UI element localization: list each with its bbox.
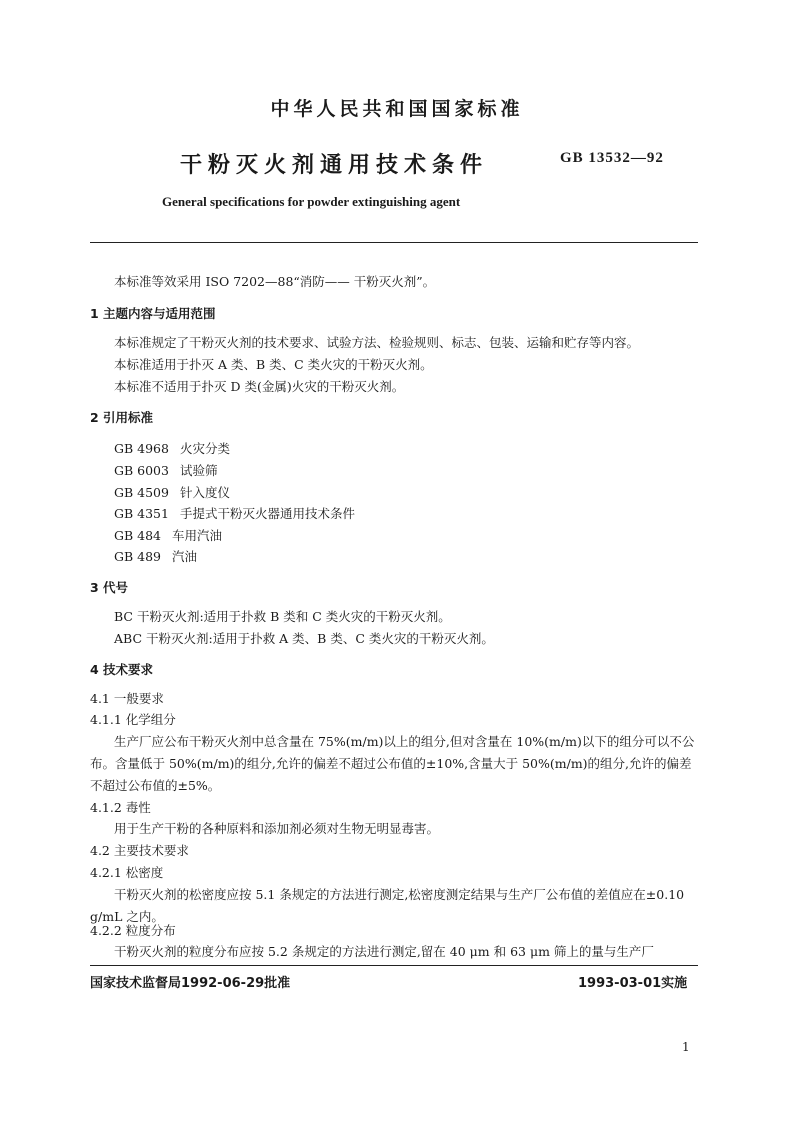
reference-item — [114, 546, 197, 568]
standard-code-text: GB 13532—92 — [560, 150, 664, 166]
section-3-line: BC 干粉灭火剂:适用于扑救 B 类和 C 类火灾的干粉灭火剂。 — [114, 609, 451, 624]
reference-code: GB 484 — [114, 528, 162, 543]
reference-title: 汽油 — [172, 549, 198, 564]
footer-divider — [90, 965, 698, 966]
section-1-line: 本标准规定了干粉灭火剂的技术要求、试验方法、检验规则、标志、包装、运输和贮存等内容。 — [114, 335, 640, 350]
reference-item — [114, 460, 218, 482]
subsection-4-1-2: 4.1.2 毒性 — [90, 800, 151, 815]
reference-item — [114, 482, 230, 504]
subsection-4-1-2-text: 用于生产干粉的各种原料和添加剂必须对生物无明显毒害。 — [114, 821, 440, 836]
document-title: 干粉灭火剂通用技术条件 — [180, 153, 489, 178]
subsection-4-2-1: 4.2.1 松密度 — [90, 865, 164, 880]
standard-code — [560, 148, 664, 167]
section-3-line: ABC 干粉灭火剂:适用于扑救 A 类、B 类、C 类火灾的干粉灭火剂。 — [114, 631, 494, 646]
reference-title: 试验筛 — [180, 463, 218, 478]
subsection-4-2: 4.2 主要技术要求 — [90, 843, 189, 858]
subsection-4-2-2: 4.2.2 粒度分布 — [90, 923, 176, 938]
english-title: General specifications for powder extinguishing agent — [162, 194, 461, 209]
approval-note: 国家技术监督局1992-06-29批准 — [90, 976, 291, 991]
national-standard-heading: 中华人民共和国国家标准 — [270, 98, 524, 120]
reference-title: 火灾分类 — [180, 441, 231, 456]
subsection-4-1-1: 4.1.1 化学组分 — [90, 712, 176, 727]
reference-code: GB 4351 — [114, 506, 169, 521]
section-1-line: 本标准不适用于扑灭 D 类(金属)火灾的干粉灭火剂。 — [114, 379, 405, 394]
section-2-heading: 2 引用标准 — [90, 410, 154, 425]
page-number: 1 — [682, 1040, 690, 1054]
subsection-4-1: 4.1 一般要求 — [90, 691, 164, 706]
reference-title: 针入度仪 — [180, 485, 231, 500]
intro-text: 本标准等效采用 ISO 7202—88“消防—— 干粉灭火剂”。 — [114, 274, 436, 289]
reference-item — [114, 525, 222, 547]
reference-code: GB 489 — [114, 549, 162, 564]
reference-title: 手提式干粉灭火器通用技术条件 — [180, 506, 356, 521]
reference-code: GB 4509 — [114, 485, 169, 500]
section-4-heading: 4 技术要求 — [90, 662, 154, 677]
effective-date: 1993-03-01实施 — [578, 976, 688, 991]
reference-item — [114, 438, 230, 460]
subsection-4-1-1-text: 生产厂应公布干粉灭火剂中总含量在 75%(m/m)以上的组分,但对含量在 10%(m/m)以下的组分可以不公布。含量低于 50%(m/m)的组分,允许的偏差不超过公布值的±10%,含量大于 50%(m/m)的组分,允许的偏差不超过公布值的±5%。 — [90, 734, 695, 793]
subsection-4-2-2-text: 干粉灭火剂的粒度分布应按 5.2 条规定的方法进行测定,留在 40 μm 和 63 μm 筛上的量与生产厂 — [114, 944, 654, 959]
reference-item — [114, 503, 355, 525]
reference-code: GB 4968 — [114, 441, 169, 456]
section-3-heading: 3 代号 — [90, 580, 129, 595]
section-1-heading: 1 主题内容与适用范围 — [90, 306, 216, 321]
header-divider — [90, 242, 698, 243]
reference-code: GB 6003 — [114, 463, 169, 478]
reference-title: 车用汽油 — [172, 528, 223, 543]
subsection-4-2-1-text: 干粉灭火剂的松密度应按 5.1 条规定的方法进行测定,松密度测定结果与生产厂公布值的差值应在±0.10 g/mL 之内。 — [90, 887, 685, 924]
section-1-line: 本标准适用于扑灭 A 类、B 类、C 类火灾的干粉灭火剂。 — [114, 357, 433, 372]
